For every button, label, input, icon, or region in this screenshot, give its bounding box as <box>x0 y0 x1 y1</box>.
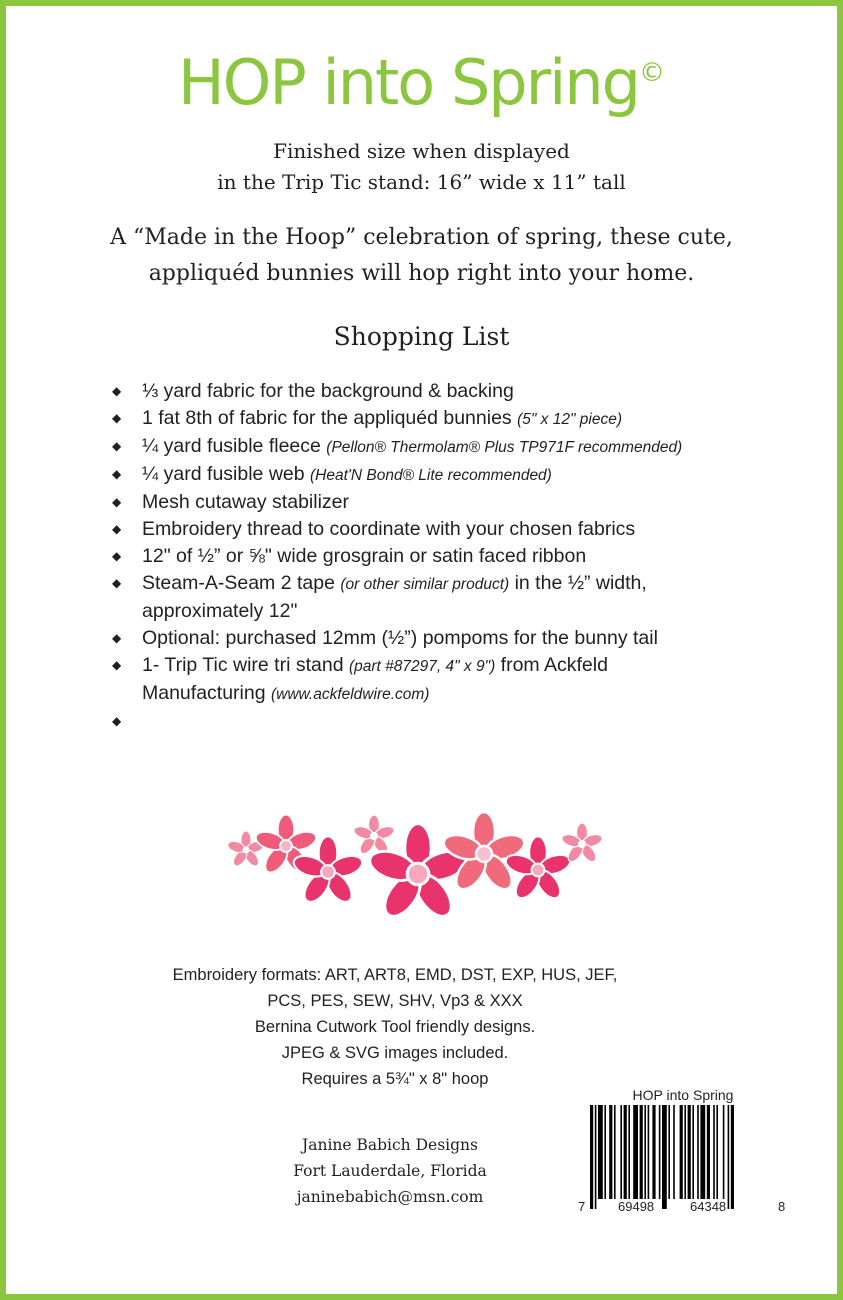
formats-line: Bernina Cutwork Tool friendly designs. <box>254 1018 536 1036</box>
barcode-digit: 69498 <box>618 1199 655 1214</box>
list-item: ◆ Steam-A-Seam 2 tape (or other similar product) in the ½” width, approximately 12" <box>112 570 732 625</box>
flower-garland-icon <box>228 812 608 932</box>
list-item: ◆ Mesh cutaway stabilizer <box>112 489 732 516</box>
list-item: ◆ ⅓ yard fabric for the background & backing <box>112 378 732 405</box>
finished-size-line-1: Finished size when displayed <box>273 139 570 163</box>
list-item: ◆ ¼ yard fusible web (Heat'N Bond® Lite recommended) <box>112 461 732 489</box>
finished-size <box>0 136 843 198</box>
designer-location: Fort Lauderdale, Florida <box>293 1162 487 1180</box>
barcode-digit: 8 <box>778 1199 786 1214</box>
list-item: ◆ Embroidery thread to coordinate with your chosen fabrics <box>112 516 732 543</box>
flower-icon <box>441 812 528 894</box>
list-item: ◆ 1 fat 8th of fabric for the appliquéd bunnies (5" x 12" piece) <box>112 405 732 433</box>
finished-size-line-2: in the Trip Tic stand: 16” wide x 11” tall <box>217 170 626 194</box>
barcode <box>578 1087 788 1217</box>
designer-name: Janine Babich Designs <box>302 1136 478 1154</box>
designer-email: janinebabich@msn.com <box>296 1188 484 1206</box>
designer-credits <box>260 1132 520 1210</box>
list-item: ◆ Optional: purchased 12mm (½”) pompoms for the bunny tail <box>112 625 732 652</box>
barcode-digit: 7 <box>578 1199 586 1214</box>
formats-line: Requires a 5¾" x 8" hoop <box>301 1070 489 1088</box>
barcode-title: HOP into Spring <box>632 1087 734 1103</box>
list-item-empty <box>112 708 732 735</box>
formats-line: Embroidery formats: ART, ART8, EMD, DST, EXP, HUS, JEF, <box>172 966 618 984</box>
list-item: ◆ 12" of ½” or ⅝" wide grosgrain or satin faced ribbon <box>112 543 732 570</box>
shopping-list-heading: Shopping List <box>333 322 510 351</box>
tagline-line-2: appliquéd bunnies will hop right into your home. <box>148 261 695 286</box>
copyright-mark: © <box>639 58 666 88</box>
shopping-list <box>112 378 732 735</box>
barcode-digit: 64348 <box>690 1199 727 1214</box>
formats-line: PCS, PES, SEW, SHV, Vp3 & XXX <box>267 992 523 1010</box>
list-item: ◆ 1- Trip Tic wire tri stand (part #87297, 4" x 9") from Ackfeld Manufacturing (www.ackfeldwire.com) <box>112 652 732 708</box>
page-title: HOP into Spring© <box>177 46 666 119</box>
formats-line: JPEG & SVG images included. <box>281 1044 509 1062</box>
list-item: ◆ ¼ yard fusible fleece (Pellon® Thermolam® Plus TP971F recommended) <box>112 433 732 461</box>
tagline <box>0 220 843 292</box>
tagline-line-1: A “Made in the Hoop” celebration of spring, these cute, <box>110 225 733 250</box>
embroidery-formats <box>130 962 660 1092</box>
barcode-bars-icon <box>578 1105 788 1215</box>
